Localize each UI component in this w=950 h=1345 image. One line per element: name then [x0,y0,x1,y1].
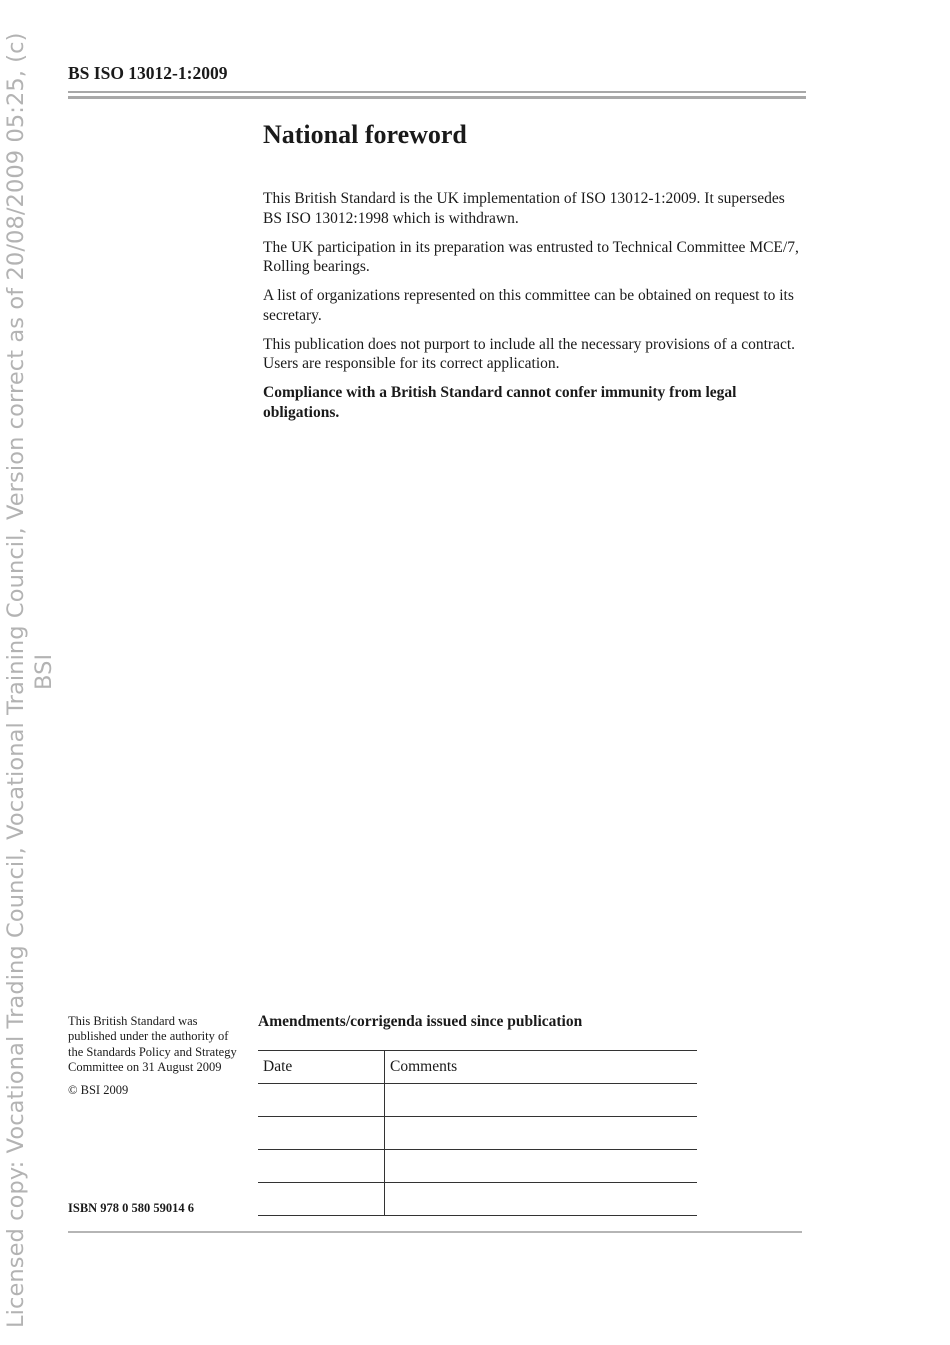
header-rule-top [68,91,806,93]
document-identifier: BS ISO 13012-1:2009 [68,63,228,83]
column-header-date: Date [258,1051,385,1084]
foreword-paragraph: A list of organizations represented on this committee can be obtained on request to its secretary. [263,287,794,324]
header-rule-bottom [68,96,806,99]
table-row [258,1084,697,1117]
foreword-paragraph: The UK participation in its preparation was entrusted to Technical Committee MCE/7, Rolling bearings. [263,238,799,275]
amendments-table [258,1050,697,1216]
watermark-line-2: BSI [31,653,57,690]
page-title: National foreword [263,120,467,149]
date-cell [258,1084,385,1117]
compliance-statement: Compliance with a British Standard cannot confer immunity from legal obligations. [263,384,737,421]
foreword-body [263,189,803,432]
table-row [258,1150,697,1183]
comments-cell [385,1084,698,1117]
isbn: ISBN 978 0 580 59014 6 [68,1201,195,1215]
comments-cell [385,1150,698,1183]
table-row [258,1117,697,1150]
footer-rule [68,1231,802,1233]
column-header-comments: Comments [385,1051,698,1084]
amendments-heading: Amendments/corrigenda issued since publication [258,1013,583,1030]
foreword-paragraph: This British Standard is the UK implementation of ISO 13012-1:2009. It supersedes BS ISO 13012:1998 which is withdrawn. [263,190,785,227]
comments-cell [385,1183,698,1216]
licensed-copy-watermark [0,0,64,1345]
date-cell [258,1150,385,1183]
table-header-row [258,1051,697,1084]
copyright-notice: © BSI 2009 [68,1083,129,1098]
watermark-line-1: Licensed copy: Vocational Trading Council, Vocational Training Council, Version correct as of 20/08/2009 05:25, (c) [3,32,29,1328]
date-cell [258,1183,385,1216]
foreword-paragraph: This publication does not purport to include all the necessary provisions of a contract. Users are responsible for its correct application. [263,335,796,372]
publication-note: This British Standard was published under the authority of the Standards Policy and Strategy Committee on 31 August 2009 [68,1014,237,1074]
publication-sidebar [68,1014,238,1098]
comments-cell [385,1117,698,1150]
table-row [258,1183,697,1216]
date-cell [258,1117,385,1150]
